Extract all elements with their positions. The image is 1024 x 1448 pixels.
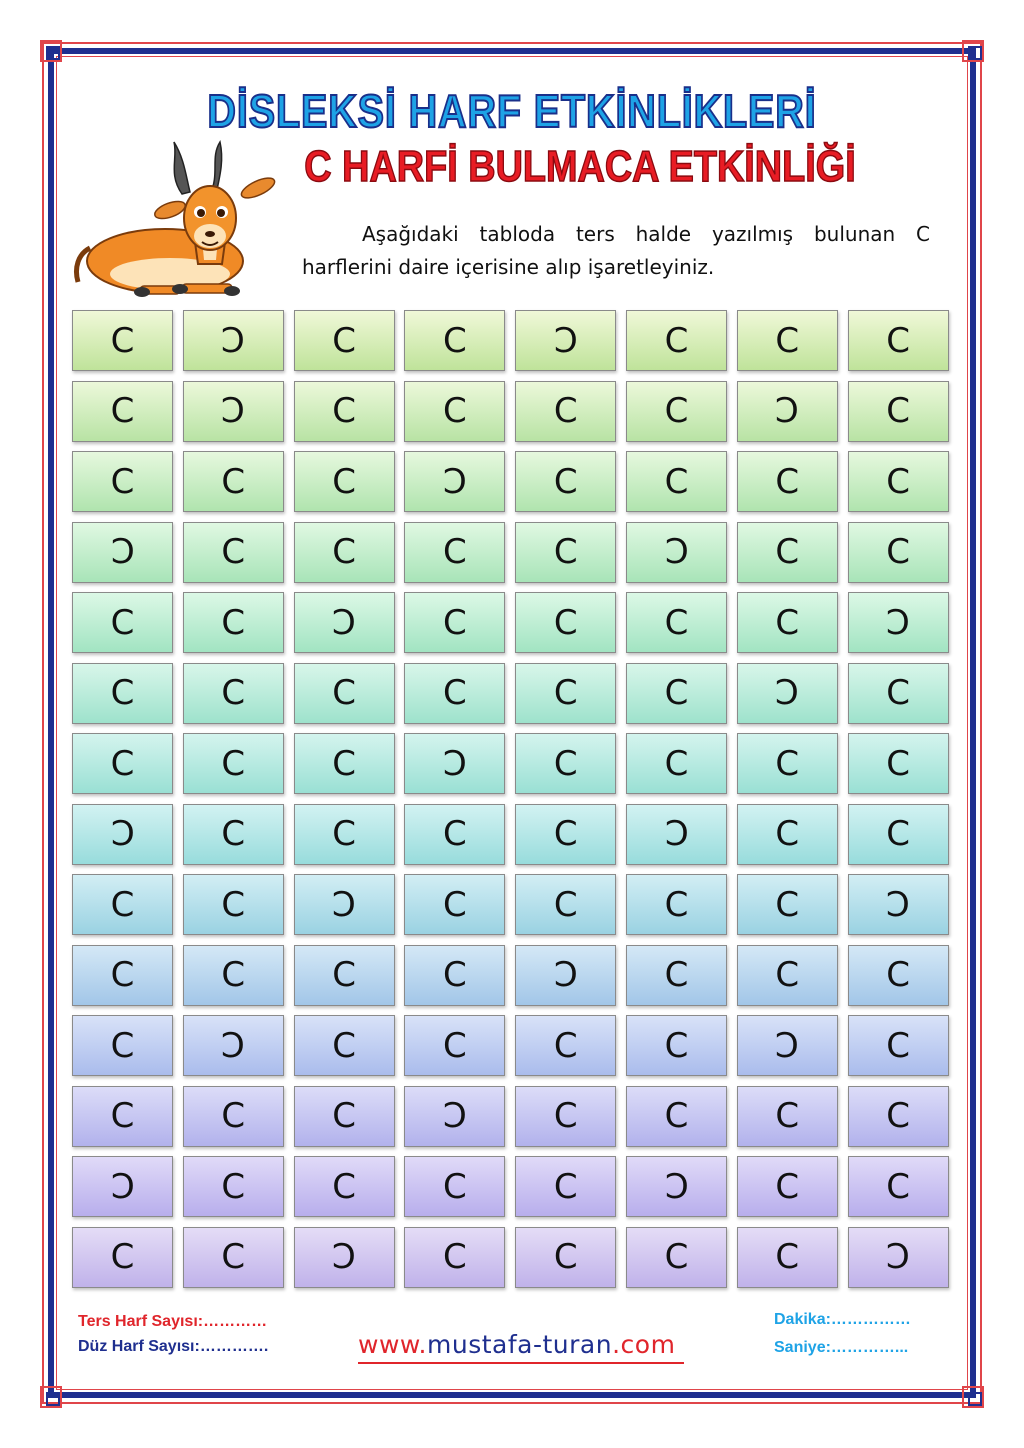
- reversed-letter-cell[interactable]: [626, 522, 727, 583]
- letter-cell[interactable]: [515, 522, 616, 583]
- reversed-letter-cell[interactable]: [72, 522, 173, 583]
- letter-cell[interactable]: [848, 733, 949, 794]
- reversed-letter-cell[interactable]: [515, 310, 616, 371]
- letter-glyph: C: [332, 461, 356, 502]
- letter-glyph: C: [221, 1166, 246, 1207]
- corner-ornament: [40, 1386, 62, 1408]
- letter-glyph: C: [553, 955, 578, 995]
- letter-cell[interactable]: [848, 451, 949, 512]
- website-prefix: www.: [358, 1330, 427, 1359]
- letter-glyph: C: [443, 1096, 467, 1136]
- letter-cell[interactable]: [626, 381, 727, 442]
- letter-glyph: C: [553, 391, 578, 431]
- letter-glyph: C: [443, 602, 467, 643]
- letter-glyph: C: [553, 1166, 578, 1207]
- letter-cell[interactable]: [183, 1227, 284, 1288]
- letter-glyph: C: [886, 1166, 910, 1207]
- letter-glyph: C: [886, 1096, 910, 1136]
- reversed-letter-cell[interactable]: [404, 451, 505, 512]
- letter-glyph: C: [221, 320, 246, 361]
- letter-glyph: C: [886, 743, 910, 784]
- letter-cell[interactable]: [72, 945, 173, 1006]
- letter-cell[interactable]: [404, 874, 505, 935]
- letter-glyph: C: [221, 461, 246, 502]
- letter-glyph: C: [110, 391, 135, 431]
- letter-cell[interactable]: [294, 381, 395, 442]
- letter-glyph: C: [443, 461, 467, 502]
- website-name: mustafa-turan: [427, 1330, 613, 1359]
- letter-cell[interactable]: [183, 451, 284, 512]
- letter-glyph: C: [775, 391, 800, 431]
- letter-cell[interactable]: [404, 1156, 505, 1217]
- letter-glyph: C: [664, 532, 689, 572]
- letter-cell[interactable]: [515, 381, 616, 442]
- letter-glyph: C: [332, 884, 356, 925]
- letter-cell[interactable]: [294, 804, 395, 865]
- letter-cell[interactable]: [515, 1015, 616, 1076]
- letter-cell[interactable]: [404, 945, 505, 1006]
- letter-cell[interactable]: [737, 945, 838, 1006]
- reversed-letter-cell[interactable]: [183, 1015, 284, 1076]
- letter-cell[interactable]: [294, 310, 395, 371]
- letter-cell[interactable]: [626, 451, 727, 512]
- letter-glyph: C: [332, 743, 356, 784]
- letter-cell[interactable]: [183, 1156, 284, 1217]
- letter-glyph: C: [664, 461, 689, 502]
- letter-glyph: C: [775, 320, 800, 361]
- letter-grid: [72, 310, 950, 1288]
- letter-glyph: C: [332, 532, 356, 572]
- letter-glyph: C: [110, 1096, 135, 1136]
- letter-cell[interactable]: [626, 945, 727, 1006]
- instruction-text: Aşağıdaki tabloda ters halde yazılmış bulunan C harflerini daire içerisine alıp işaretleyiniz.: [302, 222, 930, 279]
- letter-glyph: C: [553, 461, 578, 502]
- letter-glyph: C: [443, 955, 467, 995]
- letter-cell[interactable]: [294, 451, 395, 512]
- letter-glyph: C: [775, 743, 800, 784]
- letter-glyph: C: [332, 1237, 356, 1277]
- reversed-letter-cell[interactable]: [294, 592, 395, 653]
- letter-cell[interactable]: [183, 874, 284, 935]
- letter-cell[interactable]: [626, 1086, 727, 1147]
- reversed-letter-cell[interactable]: [848, 874, 949, 935]
- letter-cell[interactable]: [515, 1156, 616, 1217]
- reversed-letter-cell[interactable]: [294, 1227, 395, 1288]
- letter-glyph: C: [110, 884, 135, 925]
- letter-cell[interactable]: [294, 1086, 395, 1147]
- letter-glyph: C: [886, 602, 910, 643]
- letter-cell[interactable]: [515, 733, 616, 794]
- letter-glyph: C: [886, 391, 910, 431]
- letter-glyph: C: [664, 602, 689, 643]
- letter-cell[interactable]: [737, 592, 838, 653]
- letter-cell[interactable]: [848, 310, 949, 371]
- letter-glyph: C: [221, 884, 246, 925]
- letter-glyph: C: [775, 1237, 800, 1277]
- letter-glyph: C: [886, 1025, 910, 1066]
- letter-cell[interactable]: [183, 592, 284, 653]
- letter-glyph: C: [886, 461, 910, 502]
- reversed-letter-cell[interactable]: [626, 1156, 727, 1217]
- letter-glyph: C: [221, 673, 246, 713]
- letter-cell[interactable]: [404, 1015, 505, 1076]
- letter-glyph: C: [775, 461, 800, 502]
- letter-glyph: C: [775, 532, 800, 572]
- letter-glyph: C: [110, 1166, 135, 1207]
- letter-cell[interactable]: [626, 733, 727, 794]
- letter-cell[interactable]: [515, 663, 616, 724]
- letter-glyph: C: [332, 673, 356, 713]
- letter-glyph: C: [775, 1166, 800, 1207]
- letter-cell[interactable]: [737, 522, 838, 583]
- letter-glyph: C: [775, 1096, 800, 1136]
- letter-cell[interactable]: [515, 451, 616, 512]
- letter-glyph: C: [443, 391, 467, 431]
- letter-glyph: C: [443, 1166, 467, 1207]
- letter-cell[interactable]: [404, 663, 505, 724]
- letter-cell[interactable]: [294, 1015, 395, 1076]
- page-subtitle: C HARFİ BULMACA ETKİNLİĞİ: [304, 142, 856, 191]
- letter-cell[interactable]: [848, 1156, 949, 1217]
- letter-glyph: C: [886, 1237, 910, 1277]
- letter-cell[interactable]: [183, 1086, 284, 1147]
- letter-glyph: C: [221, 532, 246, 572]
- letter-glyph: C: [110, 743, 135, 784]
- letter-glyph: C: [332, 1025, 356, 1066]
- letter-glyph: C: [886, 884, 910, 925]
- letter-glyph: C: [332, 602, 356, 643]
- corner-ornament: [962, 40, 984, 62]
- letter-glyph: C: [553, 1096, 578, 1136]
- reversed-letter-cell[interactable]: [183, 310, 284, 371]
- letter-glyph: C: [664, 814, 689, 854]
- letter-cell[interactable]: [848, 1015, 949, 1076]
- letter-cell[interactable]: [294, 522, 395, 583]
- letter-cell[interactable]: [737, 874, 838, 935]
- letter-cell[interactable]: [404, 1227, 505, 1288]
- letter-glyph: C: [443, 814, 467, 854]
- minutes-label: Dakika:……………: [774, 1311, 911, 1328]
- letter-cell[interactable]: [626, 663, 727, 724]
- reversed-letter-cell[interactable]: [737, 663, 838, 724]
- letter-glyph: C: [775, 814, 800, 854]
- letter-cell[interactable]: [72, 381, 173, 442]
- letter-cell[interactable]: [183, 804, 284, 865]
- reversed-letter-cell[interactable]: [626, 804, 727, 865]
- letter-glyph: C: [332, 1096, 356, 1136]
- letter-cell[interactable]: [848, 663, 949, 724]
- reversed-letter-cell[interactable]: [72, 1156, 173, 1217]
- letter-cell[interactable]: [72, 1227, 173, 1288]
- letter-glyph: C: [553, 673, 578, 713]
- letter-cell[interactable]: [72, 451, 173, 512]
- letter-glyph: C: [221, 1096, 246, 1136]
- letter-cell[interactable]: [183, 522, 284, 583]
- letter-glyph: C: [110, 320, 135, 361]
- letter-glyph: C: [664, 884, 689, 925]
- letter-glyph: C: [332, 1166, 356, 1207]
- normal-count-label: Düz Harf Sayısı:………….: [78, 1338, 269, 1355]
- letter-cell[interactable]: [515, 874, 616, 935]
- letter-glyph: C: [553, 1237, 578, 1277]
- letter-glyph: C: [886, 814, 910, 854]
- letter-cell[interactable]: [404, 592, 505, 653]
- letter-cell[interactable]: [72, 663, 173, 724]
- letter-cell[interactable]: [737, 1086, 838, 1147]
- letter-cell[interactable]: [294, 733, 395, 794]
- letter-cell[interactable]: [294, 663, 395, 724]
- letter-glyph: C: [221, 1025, 246, 1066]
- letter-cell[interactable]: [737, 451, 838, 512]
- letter-cell[interactable]: [183, 945, 284, 1006]
- letter-glyph: C: [110, 1237, 135, 1277]
- letter-glyph: C: [664, 673, 689, 713]
- letter-glyph: C: [221, 955, 246, 995]
- letter-glyph: C: [886, 532, 910, 572]
- letter-cell[interactable]: [515, 592, 616, 653]
- letter-cell[interactable]: [404, 804, 505, 865]
- reversed-letter-cell[interactable]: [404, 1086, 505, 1147]
- letter-cell[interactable]: [72, 592, 173, 653]
- letter-glyph: C: [332, 814, 356, 854]
- letter-glyph: C: [110, 461, 135, 502]
- corner-ornament: [40, 40, 62, 62]
- letter-glyph: C: [775, 1025, 800, 1066]
- letter-cell[interactable]: [626, 592, 727, 653]
- letter-glyph: C: [221, 814, 246, 854]
- letter-cell[interactable]: [626, 1227, 727, 1288]
- letter-glyph: C: [332, 955, 356, 995]
- letter-glyph: C: [886, 673, 910, 713]
- letter-cell[interactable]: [515, 1086, 616, 1147]
- reversed-letter-cell[interactable]: [848, 592, 949, 653]
- letter-cell[interactable]: [72, 874, 173, 935]
- letter-glyph: C: [775, 602, 800, 643]
- seconds-label: Saniye:…………...: [774, 1339, 909, 1356]
- letter-glyph: C: [443, 884, 467, 925]
- letter-glyph: C: [221, 391, 246, 431]
- letter-glyph: C: [664, 955, 689, 995]
- letter-cell[interactable]: [626, 1015, 727, 1076]
- letter-glyph: C: [553, 320, 578, 361]
- website-link[interactable]: [358, 1330, 675, 1359]
- reversed-letter-cell[interactable]: [404, 733, 505, 794]
- letter-cell[interactable]: [183, 663, 284, 724]
- letter-cell[interactable]: [294, 1156, 395, 1217]
- letter-glyph: C: [443, 1025, 467, 1066]
- letter-glyph: C: [553, 602, 578, 643]
- letter-glyph: C: [664, 1096, 689, 1136]
- letter-glyph: C: [553, 532, 578, 572]
- letter-glyph: C: [110, 955, 135, 995]
- letter-glyph: C: [664, 391, 689, 431]
- letter-glyph: C: [664, 320, 689, 361]
- letter-cell[interactable]: [294, 945, 395, 1006]
- letter-glyph: C: [775, 955, 800, 995]
- letter-cell[interactable]: [737, 310, 838, 371]
- letter-glyph: C: [221, 743, 246, 784]
- letter-glyph: C: [332, 391, 356, 431]
- letter-glyph: C: [553, 743, 578, 784]
- letter-glyph: C: [221, 602, 246, 643]
- letter-glyph: C: [443, 673, 467, 713]
- reversed-letter-cell[interactable]: [737, 1015, 838, 1076]
- letter-glyph: C: [332, 320, 356, 361]
- letter-cell[interactable]: [515, 804, 616, 865]
- letter-cell[interactable]: [848, 804, 949, 865]
- letter-cell[interactable]: [737, 1156, 838, 1217]
- gazelle-illustration: [70, 136, 290, 306]
- letter-cell[interactable]: [72, 310, 173, 371]
- letter-glyph: C: [443, 532, 467, 572]
- reversed-letter-cell[interactable]: [848, 1227, 949, 1288]
- reversed-letter-cell[interactable]: [737, 381, 838, 442]
- letter-cell[interactable]: [737, 1227, 838, 1288]
- letter-glyph: C: [664, 1166, 689, 1207]
- corner-ornament: [962, 1386, 984, 1408]
- letter-glyph: C: [775, 884, 800, 925]
- reversed-count-label: Ters Harf Sayısı:…………: [78, 1313, 268, 1330]
- letter-cell[interactable]: [626, 310, 727, 371]
- reversed-letter-cell[interactable]: [294, 874, 395, 935]
- letter-glyph: C: [553, 884, 578, 925]
- letter-cell[interactable]: [72, 733, 173, 794]
- letter-glyph: C: [443, 320, 467, 361]
- letter-glyph: C: [553, 1025, 578, 1066]
- letter-glyph: C: [664, 1025, 689, 1066]
- letter-cell[interactable]: [404, 381, 505, 442]
- letter-cell[interactable]: [183, 733, 284, 794]
- letter-cell[interactable]: [848, 381, 949, 442]
- letter-glyph: C: [443, 1237, 467, 1277]
- reversed-letter-cell[interactable]: [72, 804, 173, 865]
- letter-glyph: C: [110, 814, 135, 854]
- letter-glyph: C: [110, 673, 135, 713]
- letter-cell[interactable]: [626, 874, 727, 935]
- letter-cell[interactable]: [848, 945, 949, 1006]
- reversed-letter-cell[interactable]: [183, 381, 284, 442]
- letter-glyph: C: [775, 673, 800, 713]
- letter-glyph: C: [110, 532, 135, 572]
- website-underline: [358, 1362, 684, 1364]
- letter-cell[interactable]: [404, 310, 505, 371]
- letter-cell[interactable]: [72, 1015, 173, 1076]
- letter-cell[interactable]: [72, 1086, 173, 1147]
- letter-glyph: C: [664, 743, 689, 784]
- letter-glyph: C: [443, 743, 467, 784]
- letter-cell[interactable]: [737, 804, 838, 865]
- letter-glyph: C: [553, 814, 578, 854]
- page-title: DİSLEKSİ HARF ETKİNLİKLERİ: [207, 85, 817, 137]
- letter-cell[interactable]: [848, 1086, 949, 1147]
- letter-cell[interactable]: [404, 522, 505, 583]
- letter-cell[interactable]: [515, 1227, 616, 1288]
- letter-glyph: C: [221, 1237, 246, 1277]
- letter-glyph: C: [664, 1237, 689, 1277]
- letter-glyph: C: [886, 955, 910, 995]
- letter-glyph: C: [110, 1025, 135, 1066]
- letter-glyph: C: [110, 602, 135, 643]
- reversed-letter-cell[interactable]: [515, 945, 616, 1006]
- letter-cell[interactable]: [848, 522, 949, 583]
- website-suffix: .com: [612, 1330, 676, 1359]
- letter-cell[interactable]: [737, 733, 838, 794]
- letter-glyph: C: [886, 320, 910, 361]
